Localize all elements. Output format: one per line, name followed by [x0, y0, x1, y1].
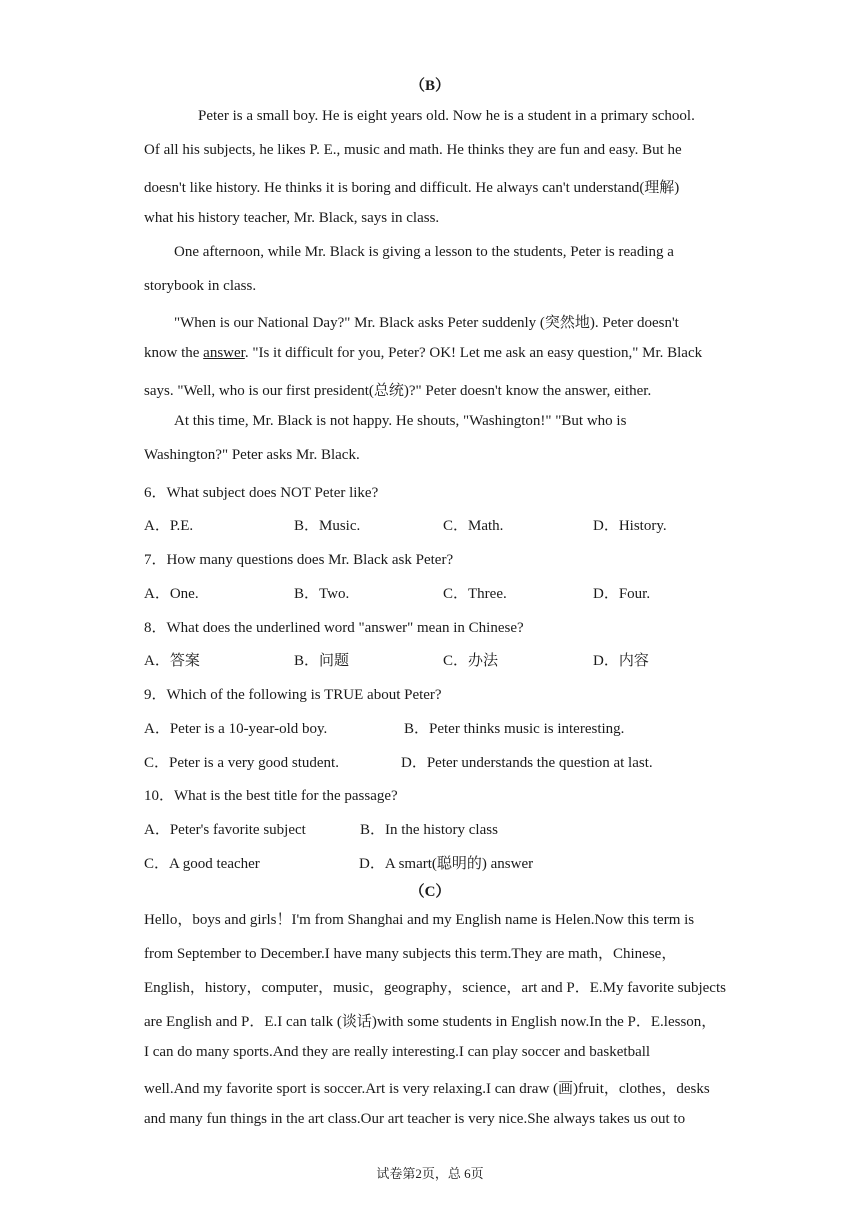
underlined-word-answer: answer: [203, 345, 245, 361]
question-10-option-c: C．A good teacher: [144, 856, 260, 872]
passage-text: . "Is it difficult for you, Peter? OK! Let me ask an easy question," Mr. Black: [244, 345, 703, 361]
question-10-option-b: B．In the history class: [360, 822, 498, 838]
question-6-stem: 6．What subject does NOT Peter like?: [144, 485, 379, 501]
question-9-stem: 9．Which of the following is TRUE about Peter?: [144, 687, 442, 703]
passage-c-line: English，history，computer，music，geography，science，art and P．E.My favorite subjects: [144, 980, 726, 996]
question-10-stem: 10．What is the best title for the passage?: [144, 788, 398, 804]
question-7-option-c: C．Three.: [443, 586, 507, 602]
question-9-option-b: B．Peter thinks music is interesting.: [404, 721, 625, 737]
question-9-option-d: D．Peter understands the question at last.: [401, 755, 653, 771]
question-7-option-b: B．Two.: [294, 586, 350, 602]
passage-b-line: One afternoon, while Mr. Black is giving a lesson to the students, Peter is reading a: [174, 244, 674, 260]
passage-c-line: and many fun things in the art class.Our art teacher is very nice.She always takes us out to: [144, 1111, 686, 1127]
passage-b-line: [144, 345, 702, 362]
question-10-option-a: A．Peter's favorite subject: [144, 822, 306, 838]
question-8-option-a: A．答案: [144, 653, 200, 669]
passage-b-line: says. "Well, who is our first president(总统)?" Peter doesn't know the answer, either.: [144, 383, 652, 399]
question-6-option-c: C．Math.: [443, 518, 504, 534]
question-6-option-d: D．History.: [593, 518, 667, 534]
passage-b-line: storybook in class.: [144, 278, 257, 294]
question-9-option-c: C．Peter is a very good student.: [144, 755, 339, 771]
question-6-option-b: B．Music.: [294, 518, 361, 534]
section-c-heading: （C）: [409, 884, 451, 900]
passage-text: know the: [144, 345, 204, 361]
passage-c-line: well.And my favorite sport is soccer.Art is very relaxing.I can draw (画)fruit，clothes，desks: [144, 1081, 710, 1097]
passage-b-line: Washington?" Peter asks Mr. Black.: [144, 447, 360, 463]
question-7-option-a: A．One.: [144, 586, 199, 602]
page-footer: 试卷第2页，总 6页: [376, 1166, 484, 1181]
passage-c-line: I can do many sports.And they are really interesting.I can play soccer and basketball: [144, 1044, 651, 1060]
passage-b-line: Of all his subjects, he likes P. E., music and math. He thinks they are fun and easy. But he: [144, 142, 682, 158]
question-8-stem: 8．What does the underlined word "answer" mean in Chinese?: [144, 620, 524, 636]
section-b-heading: （B）: [409, 78, 450, 94]
passage-b-line: what his history teacher, Mr. Black, says in class.: [144, 210, 440, 226]
question-9-option-a: A．Peter is a 10-year-old boy.: [144, 721, 328, 737]
question-10-option-d: D．A smart(聪明的) answer: [359, 856, 534, 872]
question-8-option-c: C．办法: [443, 653, 499, 669]
question-6-option-a: A．P.E.: [144, 518, 194, 534]
passage-b-line: doesn't like history. He thinks it is boring and difficult. He always can't understand(理解): [144, 180, 680, 196]
question-7-option-d: D．Four.: [593, 586, 651, 602]
question-7-stem: 7．How many questions does Mr. Black ask Peter?: [144, 552, 454, 568]
passage-b-line: At this time, Mr. Black is not happy. He shouts, "Washington!" "But who is: [174, 413, 627, 429]
passage-c-line: from September to December.I have many subjects this term.They are math，Chinese，: [144, 946, 677, 962]
passage-c-line: Hello，boys and girls！I'm from Shanghai and my English name is Helen.Now this term is: [144, 912, 695, 928]
question-8-option-b: B．问题: [294, 653, 350, 669]
passage-b-line: Peter is a small boy. He is eight years old. Now he is a student in a primary school.: [198, 108, 695, 124]
passage-b-line: "When is our National Day?" Mr. Black asks Peter suddenly (突然地). Peter doesn't: [174, 315, 679, 331]
passage-c-line: are English and P．E.I can talk (谈话)with some students in English now.In the P．E.lesson，: [144, 1014, 717, 1030]
question-8-option-d: D．内容: [593, 653, 649, 669]
